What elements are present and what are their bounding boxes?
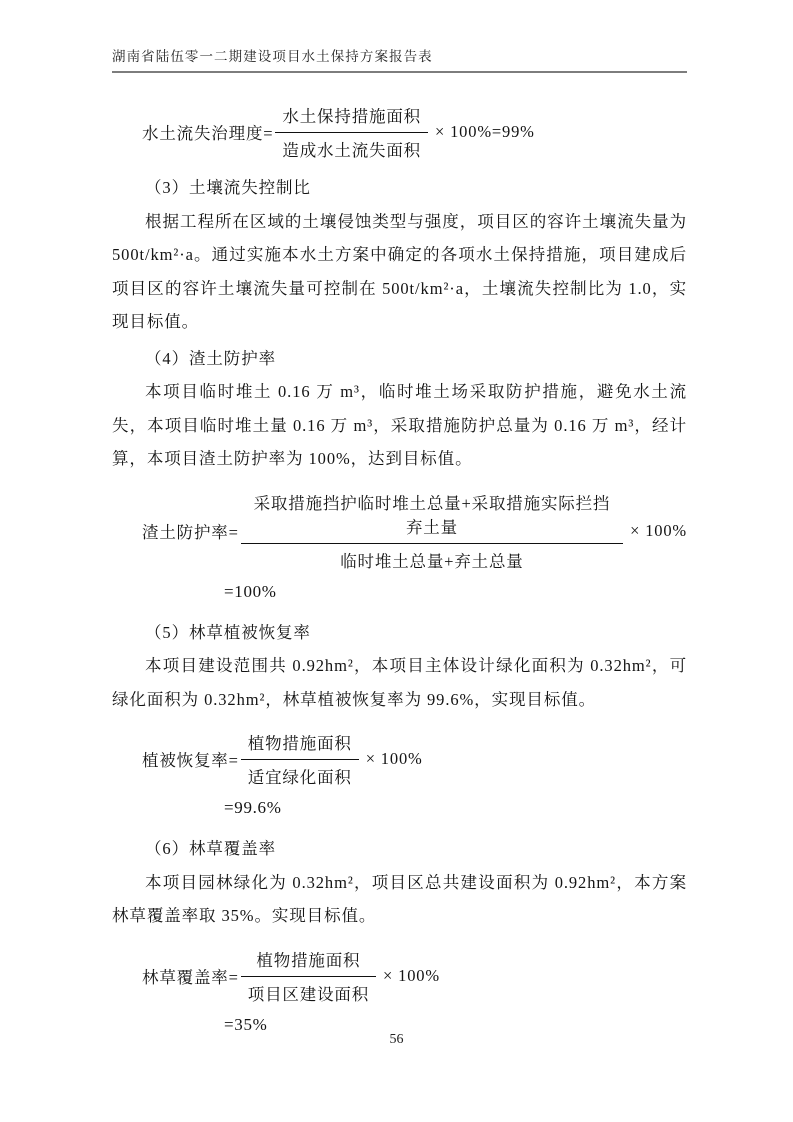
fraction-numerator: 水土保持措施面积 [275,102,428,133]
formula-suffix: × 100% [630,520,687,540]
page-footer [0,1032,793,1048]
section-heading-3: （3）土壤流失控制比 [145,178,311,197]
fraction [241,946,376,1006]
fraction-denominator: 项目区建设面积 [247,984,370,1004]
formula-spoil-protection-rate [142,489,687,573]
formula-label: 植被恢复率= [142,751,239,770]
formula-result: =100% [224,581,277,601]
section-paragraph-6: 本项目园林绿化为 0.32hm²，项目区总共建设面积为 0.92hm²，本方案林草覆盖率取 35%。实现目标值。 [112,872,687,925]
page-number: 56 [389,1032,404,1047]
formula-result: =99.6% [224,798,282,817]
section-heading-6: （6）林草覆盖率 [145,839,277,858]
formula-suffix: × 100%=99% [435,122,535,141]
section-paragraph-3: 根据工程所在区域的土壤侵蚀类型与强度，项目区的容许土壤流失量为 500t/km²·a。通过实施本水土方案中确定的各项水土保持措施，项目建成后项目区的容许土壤流失量可控制在 500t/km²·a，土壤流失控制比为 1.0，实现目标值。 [112,211,687,331]
fraction [241,729,359,789]
header-title: 湖南省陆伍零一二期建设项目水土保持方案报告表 [112,49,433,64]
fraction-numerator: 植物措施面积 [241,729,359,760]
fraction-numerator: 植物措施面积 [241,946,376,977]
fraction-denominator: 临时堆土总量+弃土总量 [340,551,524,571]
document-content [112,73,687,1035]
section-heading-5: （5）林草植被恢复率 [145,622,311,642]
formula-vegetation-recovery-rate [142,729,687,789]
fraction [241,489,623,573]
formula-forest-grass-coverage [142,946,687,1006]
formula-suffix: × 100% [365,749,423,768]
page-header [112,0,687,73]
fraction-denominator: 造成水土流失面积 [282,141,422,160]
fraction [275,102,428,162]
section-heading-4: （4）渣土防护率 [145,348,277,368]
formula-result: =35% [224,1014,268,1034]
section-paragraph-5: 本项目建设范围共 0.92hm²，本项目主体设计绿化面积为 0.32hm²，可绿化面积为 0.32hm²，林草植被恢复率为 99.6%，实现目标值。 [112,656,687,709]
formula-label: 水土流失治理度= [142,124,274,143]
section-paragraph-4: 本项目临时堆土 0.16 万 m³，临时堆土场采取防护措施，避免水土流失，本项目临时堆土量 0.16 万 m³，采取措施防护总量为 0.16 万 m³，经计算，本项目渣土防护率为 100%，达到目标值。 [112,382,687,468]
formula-label: 渣土防护率= [142,522,239,542]
formula-label: 林草覆盖率= [142,967,239,987]
formula-suffix: × 100% [383,965,440,985]
fraction-numerator: 采取措施挡护临时堆土总量+采取措施实际拦挡弃土量 [241,489,623,544]
fraction-denominator: 适宜绿化面积 [247,768,352,787]
formula-erosion-control-degree [142,102,687,162]
